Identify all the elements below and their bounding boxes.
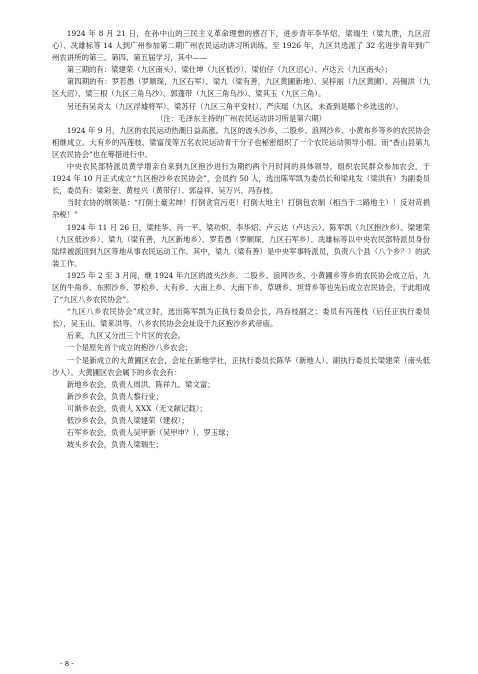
list-item: 新沙乡农会，负责人黎行业； (66, 391, 163, 401)
paragraph: 另还有吴炎太（九区浮墟将军）、梁苏仔（九区三角平安村）、严庆瑶（九区，未查到是哪个乡选送的）。 (66, 101, 404, 111)
page-number: - 8 - (60, 660, 74, 668)
paragraph: “九区八乡农民协会”成立时，选出陈军凯为正执行委员会长，冯吞枝副之；委员有冯莲枝（后任正执行委员长），吴玉山、梁来洪等。八乡农民协会会址设于九区抱沙乡武帝庙。 (52, 307, 430, 329)
paragraph: 后来，九区又分出三个片区的农会。 (66, 331, 186, 341)
body-text (52, 28, 430, 451)
paragraph: 第四期的有：罗若愚（罗顺琛，九区石军）、梁九（梁有善，九区黄圃新地）、吴梓丽（九区黄圃）、冯锡洪（九区大沼）、梁三根（九区三角乌沙）、郭蓬带（九区三角乌沙）、梁其玉（九区三角）。 (52, 77, 430, 99)
paragraph: 第三期的有：梁建荣（九区南头）、梁仕坤（九区低沙）、梁伯仔（九区沼心）、卢达云（九区南头）； (66, 65, 392, 75)
paragraph: 1924 年 9 月，九区的农民运动热潮日益高涨。九区的波头沙乡、二股乡、浪网沙乡、小黄布乡等乡的农民协会相继成立。大有乡的冯莲枝、梁富茂等五名农民运动青干分子也秘密组织了一个农民运动领导小组。而“香山县第九区农民协会”也在筹措进行中。 (52, 125, 430, 159)
footnote-line: （注：毛泽东主持的广州农民运动讲习所是第六期） (156, 113, 326, 123)
paragraph: 一个是原先首个成立的抱沙八乡农会； (66, 343, 193, 353)
list-item: 石军乡农会，负责人吴甲新（吴甲申？）、罗玉球； (66, 428, 234, 438)
paragraph: 1924 年 11 月 26 日，梁桂华、肖一平、梁功炽、李华炤、卢云达（卢达云）、陈军凯（九区抱沙乡）、梁建荣（九区低沙乡）、梁九（梁有善，九区新地乡）、罗若愚（罗顺琛，九区石军乡）、冼雄标等以中央农民部特派员身份陆续被派回到九区等地从事农民运动工作。其中，梁九（梁有善）是中央军事特派员，负责八个县（八个乡？）的武装工作。 (52, 222, 430, 268)
paragraph: 1925 年 2 至 3 月间，继 1924 年九区的波头沙乡、二股乡、浪网沙乡、小黄圃乡等乡的农民协会成立后，九区的牛角乡、东照沙乡、罗松乡、大有乡、大南上乡、大南下乡、草塘乡、坦背乡等也先后成立农民协会，于此组成了“九区八乡农民协会”。 (52, 270, 430, 305)
list-item: 坡头乡农会，负责人梁瑞生； (66, 440, 163, 450)
paragraph: 中央农民部特派员黄学增亲自来到九区抱沙进行为期约两个月时间的具体领导，组织农民群众参加农会，于 1924 年 10 月正式成立“九区抱沙乡农民协会”，会员约 50 人，选出陈军凯为委员长和梁兆发（梁洪有）为副委员长，委员有：梁彩奎、黄桂兴（黄带仔）、郭益祥、吴万兴、冯吞枝。 (52, 162, 430, 196)
paragraph: 1924 年 8 月 21 日，在孙中山的三民主义革命理想的感召下，进步青年李华炤、梁瑞生（梁九胜，九区沼心）、冼雄标等 14 人到广州参加第二期广州农民运动讲习所训练。至 1926 年，九区共选派了 32 名进步青年到广州农讲所的第三、第四、第五届学习，其中—— (52, 29, 430, 63)
list-item: 可渐乡农会，负责人 XXX（无文献记载）； (66, 403, 207, 413)
paragraph: 一个是新成立的大黄圃区农会，会址在新地学社，正执行委员长陈华（新地人）、副执行委员长梁建荣（南头低沙人）。大黄圃区农会属下的乡农会有： (52, 355, 430, 377)
list-item: 低沙乡农会，负责人梁建荣（建叔）； (66, 416, 189, 425)
paragraph: 当时农协的纲领是：“打倒土豪劣绅！打倒贪官污吏！打倒大地主！打倒包农制（相当于二路地主）！反对苛捐杂税！” (52, 198, 430, 220)
list-item: 新地乡农会，负责人周洪、陈祥九、梁文富； (66, 379, 215, 389)
